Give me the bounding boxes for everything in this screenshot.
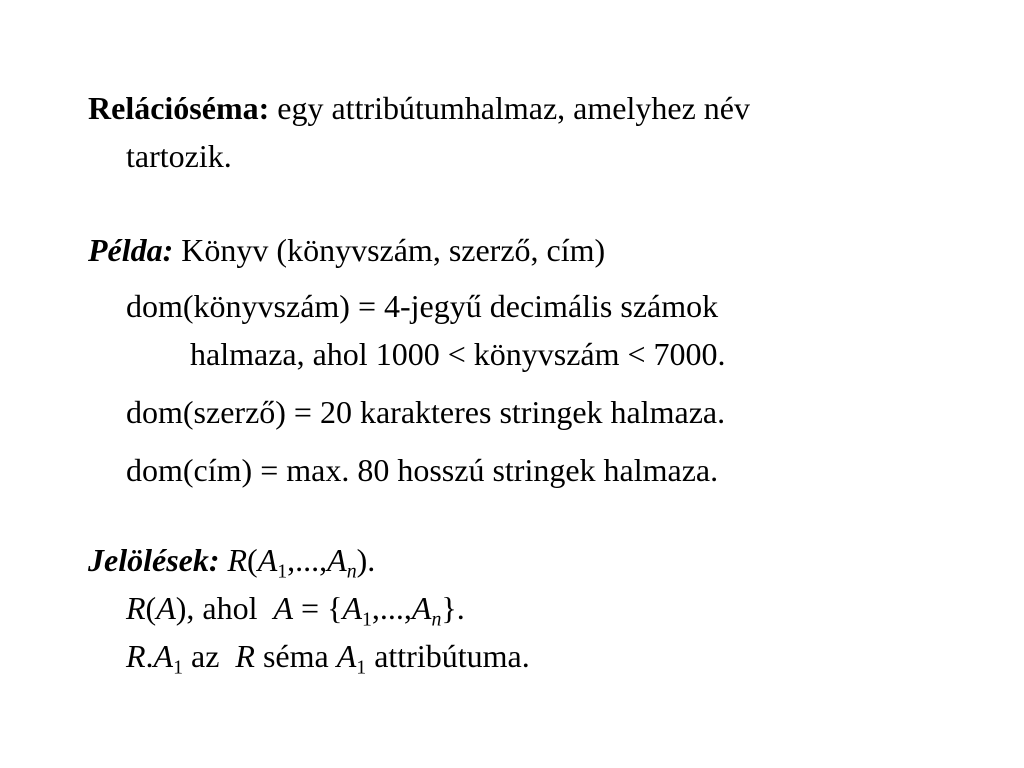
definition-line-2: [126, 140, 232, 172]
subscript-1: 1: [277, 560, 288, 583]
subscript-1: 1: [362, 608, 372, 631]
symbol-A: A: [327, 542, 347, 578]
subscript-n: n: [346, 560, 357, 583]
dom-konyvszam-line-1: [126, 290, 718, 322]
notation-line-3: [126, 638, 530, 679]
subscript-1: 1: [356, 656, 367, 679]
dom-cim-line: [126, 454, 718, 486]
dom-konyvszam-text: dom(könyvszám) = 4-jegyű decimális számok: [126, 288, 719, 324]
dom-szerzo-line: [126, 396, 725, 428]
az-text: az: [183, 638, 236, 674]
equals-brace: = {: [293, 590, 343, 626]
notation-label: Jelölések:: [88, 542, 220, 578]
definition-line-1: [88, 92, 750, 124]
definition-text: egy attribútumhalmaz, amelyhez név: [269, 90, 750, 126]
brace-close: }.: [441, 590, 465, 626]
symbol-R: R: [227, 542, 248, 578]
dom-konyvszam-text-cont: halmaza, ahol 1000 < könyvszám < 7000.: [190, 336, 726, 372]
dom-cim-text: dom(cím) = max. 80 hosszú stringek halmaza.: [126, 452, 719, 488]
dot: .: [145, 638, 154, 674]
symbol-R: R: [126, 590, 146, 626]
symbol-R: R: [126, 638, 146, 674]
definition-term: Relációséma:: [88, 90, 270, 126]
symbol-A: A: [257, 542, 278, 578]
symbol-A: A: [273, 590, 294, 626]
subscript-1: 1: [173, 656, 184, 679]
symbol-A: A: [411, 590, 432, 626]
notation-line-2: [126, 590, 465, 631]
notation-line-1: [88, 542, 376, 583]
symbol-A: A: [156, 590, 176, 626]
dom-szerzo-text: dom(szerző) = 20 karakteres stringek halmaza.: [126, 394, 726, 430]
example-schema: Könyv (könyvszám, szerző, cím): [173, 232, 606, 268]
symbol-A: A: [342, 590, 362, 626]
ellipsis: ,...,: [371, 590, 412, 626]
ellipsis: ,...,: [287, 542, 328, 578]
paren-open: (: [145, 590, 157, 626]
paren-open: (: [247, 542, 258, 578]
definition-text-cont: tartozik.: [126, 138, 232, 174]
subscript-n: n: [431, 608, 442, 631]
symbol-R: R: [235, 638, 255, 674]
symbol-A: A: [153, 638, 174, 674]
example-heading: [88, 234, 605, 266]
sema-text: séma: [254, 638, 337, 674]
ahol-text: ), ahol: [175, 590, 274, 626]
paren-close: ).: [356, 542, 376, 578]
example-label: Példa:: [88, 232, 174, 268]
attributuma-text: attribútuma.: [366, 638, 530, 674]
dom-konyvszam-line-2: [190, 338, 726, 370]
symbol-A: A: [336, 638, 357, 674]
